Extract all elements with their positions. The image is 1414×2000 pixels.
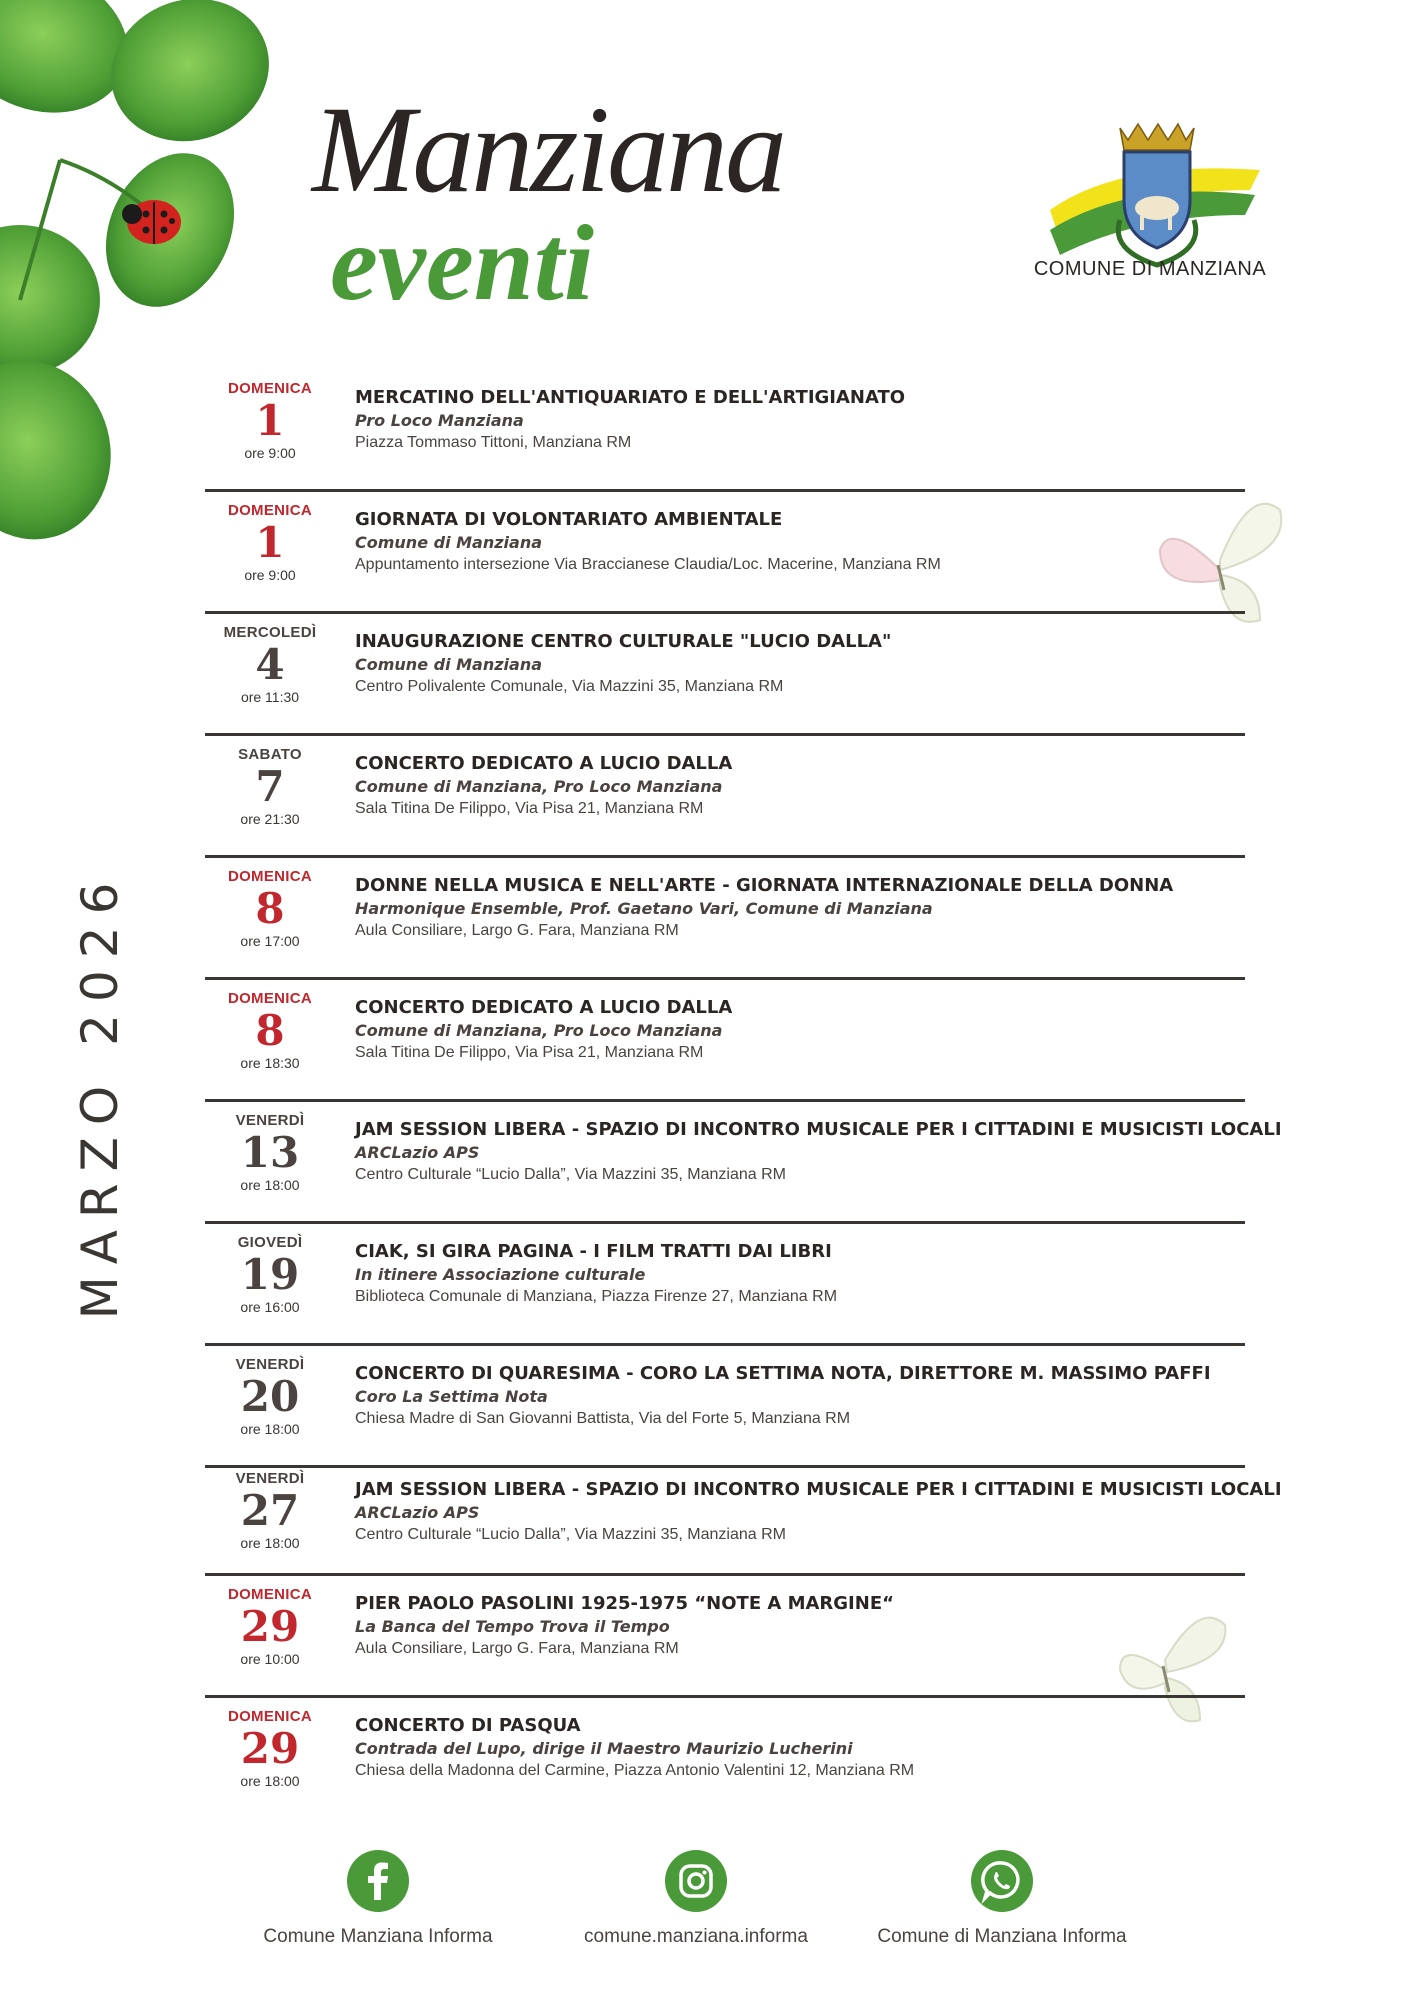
event-date: [205, 1708, 335, 1790]
event-day: 13: [240, 1128, 300, 1177]
event-day: 20: [240, 1372, 300, 1421]
event-weekday: DOMENICA: [227, 868, 313, 885]
event-day: 29: [240, 1602, 300, 1651]
event-info: [355, 1592, 1255, 1660]
events-list: [205, 370, 1282, 1820]
event-info: [355, 1478, 1282, 1546]
event-title: INAUGURAZIONE CENTRO CULTURALE "LUCIO DALLA": [355, 631, 892, 652]
event-day: 8: [255, 884, 285, 933]
event-place: Centro Culturale “Lucio Dalla”, Via Mazzini 35, Manziana RM: [355, 1526, 786, 1543]
event-row: [205, 1224, 1245, 1346]
event-weekday: VENERDÌ: [235, 1112, 305, 1129]
event-info: [355, 874, 1255, 942]
event-title: MERCATINO DELL'ANTIQUARIATO E DELL'ARTIGIANATO: [355, 387, 906, 408]
event-row: [205, 1346, 1245, 1468]
facebook-link[interactable]: [218, 1850, 538, 1948]
event-day: 7: [255, 762, 285, 811]
event-day: 19: [240, 1250, 300, 1299]
event-date: [205, 868, 335, 950]
event-date: [205, 1470, 335, 1552]
event-info: [355, 1362, 1255, 1430]
event-row: [205, 980, 1245, 1102]
event-organizer: Contrada del Lupo, dirige il Maestro Maurizio Lucherini: [355, 1739, 853, 1758]
event-date: [205, 1112, 335, 1194]
event-place: Aula Consiliare, Largo G. Fara, Manziana RM: [355, 1640, 679, 1657]
event-place: Aula Consiliare, Largo G. Fara, Manziana RM: [355, 922, 679, 939]
event-date: [205, 990, 335, 1072]
event-info: [355, 996, 1255, 1064]
event-time: ore 18:00: [240, 1773, 300, 1789]
event-row: [205, 1698, 1245, 1820]
event-title: JAM SESSION LIBERA - SPAZIO DI INCONTRO MUSICALE PER I CITTADINI E MUSICISTI LOCALI: [355, 1479, 1282, 1500]
event-place: Appuntamento intersezione Via Braccianese Claudia/Loc. Macerine, Manziana RM: [355, 556, 941, 573]
instagram-link[interactable]: [536, 1850, 856, 1948]
instagram-icon[interactable]: [665, 1850, 727, 1912]
ladybug-icon: [120, 192, 186, 248]
event-title: JAM SESSION LIBERA - SPAZIO DI INCONTRO MUSICALE PER I CITTADINI E MUSICISTI LOCALI: [355, 1119, 1282, 1140]
event-date: [205, 624, 335, 706]
whatsapp-label[interactable]: Comune di Manziana Informa: [877, 1926, 1127, 1947]
event-organizer: Comune di Manziana: [355, 655, 543, 674]
event-organizer: Comune di Manziana, Pro Loco Manziana: [355, 1021, 723, 1040]
event-day: 1: [255, 396, 285, 445]
event-date: [205, 380, 335, 462]
event-place: Piazza Tommaso Tittoni, Manziana RM: [355, 434, 632, 451]
event-organizer: La Banca del Tempo Trova il Tempo: [355, 1617, 670, 1636]
page-title: Manziana: [312, 81, 784, 218]
event-weekday: DOMENICA: [227, 1708, 313, 1725]
event-title: CONCERTO DEDICATO A LUCIO DALLA: [355, 753, 733, 774]
event-info: [355, 752, 1255, 820]
event-date: [205, 502, 335, 584]
event-title: GIORNATA DI VOLONTARIATO AMBIENTALE: [355, 509, 783, 530]
facebook-label[interactable]: Comune Manziana Informa: [263, 1926, 493, 1947]
whatsapp-icon[interactable]: [971, 1850, 1033, 1912]
event-row: [205, 614, 1245, 736]
event-weekday: SABATO: [238, 746, 302, 763]
event-row: [205, 1576, 1245, 1698]
event-place: Centro Culturale “Lucio Dalla”, Via Mazzini 35, Manziana RM: [355, 1166, 786, 1183]
event-date: [205, 1586, 335, 1668]
event-weekday: GIOVEDÌ: [237, 1234, 303, 1251]
event-time: ore 11:30: [240, 689, 300, 705]
event-info: [355, 1118, 1282, 1186]
event-title: PIER PAOLO PASOLINI 1925-1975 “NOTE A MARGINE“: [355, 1593, 894, 1614]
event-row: [205, 1468, 1282, 1576]
event-organizer: ARCLazio APS: [355, 1143, 480, 1162]
event-organizer: Pro Loco Manziana: [355, 411, 524, 430]
event-weekday: DOMENICA: [227, 990, 313, 1007]
facebook-icon[interactable]: [347, 1850, 409, 1912]
event-row: [205, 1102, 1282, 1224]
event-day: 4: [255, 640, 285, 689]
event-place: Chiesa della Madonna del Carmine, Piazza Antonio Valentini 12, Manziana RM: [355, 1762, 915, 1779]
whatsapp-link[interactable]: [842, 1850, 1162, 1948]
event-title: CONCERTO DI QUARESIMA - CORO LA SETTIMA NOTA, DIRETTORE M. MASSIMO PAFFI: [355, 1363, 1211, 1384]
page-subtitle: eventi: [330, 204, 594, 323]
event-time: ore 9:00: [244, 445, 296, 461]
event-row: [205, 858, 1245, 980]
event-organizer: Harmonique Ensemble, Prof. Gaetano Vari, Comune di Manziana: [355, 899, 933, 918]
event-row: [205, 736, 1245, 858]
event-time: ore 10:00: [240, 1651, 300, 1667]
event-time: ore 21:30: [240, 811, 300, 827]
event-info: [355, 508, 1255, 576]
logo-caption: COMUNE DI MANZIANA: [1033, 258, 1267, 280]
event-title: CONCERTO DEDICATO A LUCIO DALLA: [355, 997, 733, 1018]
event-place: Sala Titina De Filippo, Via Pisa 21, Manziana RM: [355, 800, 704, 817]
event-weekday: DOMENICA: [227, 380, 313, 397]
event-date: [205, 746, 335, 828]
month-label: MARZO 2026: [71, 870, 129, 1320]
event-info: [355, 1714, 1255, 1782]
event-day: 27: [240, 1486, 300, 1535]
event-day: 1: [255, 518, 285, 567]
event-organizer: Comune di Manziana: [355, 533, 543, 552]
event-title: CONCERTO DI PASQUA: [355, 1715, 581, 1736]
event-time: ore 18:00: [240, 1177, 300, 1193]
event-date: [205, 1356, 335, 1438]
event-weekday: MERCOLEDÌ: [223, 624, 317, 641]
event-time: ore 18:30: [240, 1055, 300, 1071]
event-info: [355, 630, 1255, 698]
event-weekday: DOMENICA: [227, 502, 313, 519]
event-organizer: In itinere Associazione culturale: [355, 1265, 646, 1284]
event-weekday: DOMENICA: [227, 1586, 313, 1603]
event-time: ore 18:00: [240, 1421, 300, 1437]
event-organizer: ARCLazio APS: [355, 1503, 480, 1522]
event-organizer: Comune di Manziana, Pro Loco Manziana: [355, 777, 723, 796]
event-title: CIAK, SI GIRA PAGINA - I FILM TRATTI DAI LIBRI: [355, 1241, 832, 1262]
event-place: Centro Polivalente Comunale, Via Mazzini 35, Manziana RM: [355, 678, 784, 695]
event-place: Sala Titina De Filippo, Via Pisa 21, Manziana RM: [355, 1044, 704, 1061]
event-time: ore 17:00: [240, 933, 300, 949]
event-title: DONNE NELLA MUSICA E NELL'ARTE - GIORNATA INTERNAZIONALE DELLA DONNA: [355, 875, 1174, 896]
event-date: [205, 1234, 335, 1316]
event-row: [205, 492, 1245, 614]
event-weekday: VENERDÌ: [235, 1356, 305, 1373]
event-time: ore 16:00: [240, 1299, 300, 1315]
event-time: ore 18:00: [240, 1535, 300, 1551]
event-organizer: Coro La Settima Nota: [355, 1387, 548, 1406]
event-row: [205, 370, 1245, 492]
event-info: [355, 386, 1255, 454]
event-info: [355, 1240, 1255, 1308]
event-weekday: VENERDÌ: [235, 1470, 305, 1487]
event-place: Biblioteca Comunale di Manziana, Piazza Firenze 27, Manziana RM: [355, 1288, 838, 1305]
event-day: 29: [240, 1724, 300, 1773]
event-place: Chiesa Madre di San Giovanni Battista, Via del Forte 5, Manziana RM: [355, 1410, 851, 1427]
event-day: 8: [255, 1006, 285, 1055]
instagram-label[interactable]: comune.manziana.informa: [584, 1926, 808, 1947]
event-time: ore 9:00: [244, 567, 296, 583]
municipality-logo: [1040, 120, 1270, 280]
